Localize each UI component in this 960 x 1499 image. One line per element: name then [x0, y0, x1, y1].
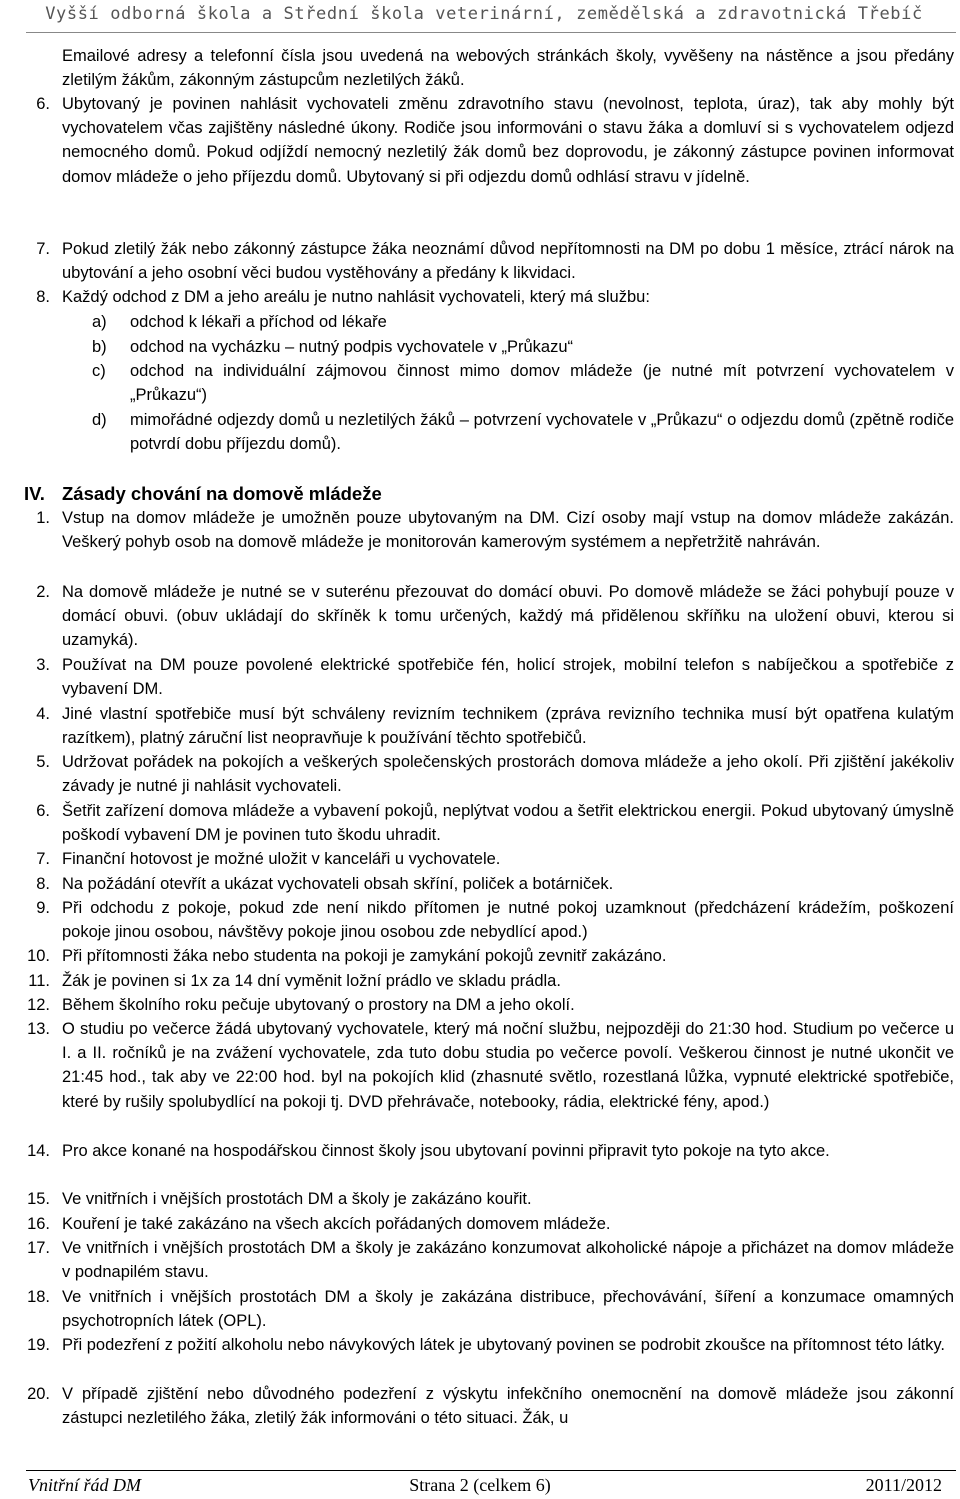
page-header: Vyšší odborná škola a Střední škola veterinární, zemědělská a zdravotnická Třebíč: [45, 4, 923, 24]
list-number: 4.: [36, 705, 50, 723]
list-item: O studiu po večerce žádá ubytovaný vychovatele, který má noční službu, nejpozději do 21:30 hod. Studium po večerce u I. a II. ročníků je na zvážení vychovatele, zda tuto dobu studia po večerce povolí. Veškerou činnost je nutné ukončit ve 21:45 hod., tak aby ve 22:00 hod. byl na pokojích klid (zhasnuté světlo, rozestlaná lůžka, vypnuté elektrické spotřebiče, které by rušily spolubydlící na pokoji tj. DVD přehrávače, notebooky, rádia, elektrické fény, apod.): [62, 1020, 954, 1111]
list-number: 15.: [27, 1190, 50, 1208]
sublist-item: mimořádné odjezdy domů u nezletilých žáků – potvrzení vychovatele v „Průkazu“ o odjezdu domů (zpětně rodiče potvrdí dobu příjezdu domů).: [130, 411, 954, 454]
list-item: Každý odchod z DM a jeho areálu je nutno nahlásit vychovateli, který má službu:: [62, 288, 650, 306]
list-item: Při podezření z požití alkoholu nebo návykových látek je ubytovaný povinen se podrobit zkoušce na přítomnost této látky.: [62, 1336, 945, 1354]
list-number: 13.: [27, 1020, 50, 1038]
list-item: Udržovat pořádek na pokojích a veškerých společenských prostorách domova mládeže a jeho okolí. Při zjištění jakékoliv závady je nutné ji nahlásit vychovateli.: [62, 753, 954, 796]
intro-paragraph: Emailové adresy a telefonní čísla jsou uvedená na webových stránkách školy, vyvěšeny na nástěnce a jsou předány zletilým žákům, zákonným zástupcům nezletilých žáků.: [62, 47, 954, 90]
section-heading: Zásady chování na domově mládeže: [62, 483, 382, 504]
list-item: Ve vnitřních i vnějších prostotách DM a školy je zakázána distribuce, přechovávání, šíření a konzumace omamných psychotropních látek (OPL).: [62, 1288, 954, 1331]
sublist-label: a): [92, 313, 107, 331]
list-number: 16.: [27, 1215, 50, 1233]
list-item: Vstup na domov mládeže je umožněn pouze ubytovaným na DM. Cizí osoby mají vstup na domov mládeže zakázán. Veškerý pohyb osob na domově mládeže je monitorován kamerovým systémem a nepřetržitě nahráván.: [62, 509, 954, 552]
list-number: 3.: [36, 656, 50, 674]
list-number: 14.: [27, 1142, 50, 1160]
list-item: Během školního roku pečuje ubytovaný o prostory na DM a jeho okolí.: [62, 996, 575, 1014]
footer-document-title: Vnitřní řád DM: [28, 1475, 142, 1495]
list-item: Pro akce konané na hospodářskou činnost školy jsou ubytovaní povinni připravit tyto pokoje na tyto akce.: [62, 1142, 830, 1160]
list-number: 2.: [36, 583, 50, 601]
list-number: 7.: [36, 240, 50, 258]
list-number: 20.: [27, 1385, 50, 1403]
list-number: 5.: [36, 753, 50, 771]
list-number: 6.: [36, 802, 50, 820]
sublist-item: odchod k lékaři a příchod od lékaře: [130, 313, 387, 331]
sublist-item: odchod na individuální zájmovou činnost mimo domov mládeže (je nutné mít potvrzení vychovatelem v „Průkazu“): [130, 362, 954, 405]
list-number: 10.: [27, 947, 50, 965]
list-item: Ubytovaný je povinen nahlásit vychovateli změnu zdravotního stavu (nevolnost, teplota, úraz), tak aby mohly být vychovatelem včas zajištěny následné úkony. Rodiče jsou informováni o stavu žáka a domluví si s vychovatelem odjezd nemocného domů. Pokud odjíždí nemocný nezletilý žák domů bez doprovodu, je zákonný zástupce povinen informovat domov mládeže o jeho příjezdu domů. Ubytovaný si při odjezdu domů odhlásí stravu v jídelně.: [62, 95, 954, 186]
list-item: Na požádání otevřít a ukázat vychovateli obsah skříní, poliček a botárniček.: [62, 875, 614, 893]
footer-school-year: 2011/2012: [865, 1475, 942, 1495]
list-item: Pokud zletilý žák nebo zákonný zástupce žáka neoznámí důvod nepřítomnosti na DM po dobu 1 měsíce, ztrácí nárok na ubytování a jeho osobní věci budou vystěhovány a předány k likvidaci.: [62, 240, 954, 283]
list-number: 6.: [36, 95, 50, 113]
sublist-label: d): [92, 411, 107, 429]
list-item: Finanční hotovost je možné uložit v kanceláři u vychovatele.: [62, 850, 501, 868]
section-number: IV.: [24, 483, 45, 504]
footer-divider: [26, 1470, 956, 1471]
list-number: 8.: [36, 875, 50, 893]
sublist-label: c): [92, 362, 106, 380]
list-number: 11.: [28, 972, 50, 990]
list-item: Ve vnitřních i vnějších prostotách DM a školy je zakázáno konzumovat alkoholické nápoje a přicházet na domov mládeže v podnapilém stavu.: [62, 1239, 954, 1282]
list-number: 8.: [36, 288, 50, 306]
sublist-label: b): [92, 338, 107, 356]
list-item: Při přítomnosti žáka nebo studenta na pokoji je zamykání pokojů zevnitř zakázáno.: [62, 947, 667, 965]
list-item: Na domově mládeže je nutné se v suterénu přezouvat do domácí obuvi. Po domově mládeže se žáci pohybují pouze v domácí obuvi. (obuv ukládají do skříněk k tomu určených, každý má přidělenou skříňku na uložení obuvi, kterou si uzamyká).: [62, 583, 954, 650]
list-item: Žák je povinen si 1x za 14 dní vyměnit ložní prádlo ve skladu prádla.: [62, 972, 561, 990]
list-item: Používat na DM pouze povolené elektrické spotřebiče fén, holicí strojek, mobilní telefon s nabíječkou a spotřebiče z vybavení DM.: [62, 656, 954, 699]
list-item: V případě zjištění nebo důvodného podezření z výskytu infekčního onemocnění na domově mládeže jsou zákonní zástupci nezletilého žáka, zletilý žák informováni o této situaci. Žák, u: [62, 1385, 954, 1428]
list-number: 7.: [36, 850, 50, 868]
sublist-item: odchod na vycházku – nutný podpis vychovatele v „Průkazu“: [130, 338, 574, 356]
list-number: 12.: [27, 996, 50, 1014]
list-item: Jiné vlastní spotřebiče musí být schváleny revizním technikem (zpráva revizního technika musí být opatřena kulatým razítkem), platný záruční list neopravňuje k používání těchto spotřebičů.: [62, 705, 954, 748]
header-divider: [26, 32, 956, 33]
list-number: 17.: [27, 1239, 50, 1257]
list-number: 9.: [36, 899, 50, 917]
list-number: 19.: [27, 1336, 50, 1354]
list-item: Ve vnitřních i vnějších prostotách DM a školy je zakázáno kouřit.: [62, 1190, 532, 1208]
list-item: Šetřit zařízení domova mládeže a vybavení pokojů, neplýtvat vodou a šetřit elektrickou energii. Pokud ubytovaný úmyslně poškodí vybavení DM je povinen tuto škodu uhradit.: [62, 802, 954, 845]
list-item: Kouření je také zakázáno na všech akcích pořádaných domovem mládeže.: [62, 1215, 611, 1233]
list-number: 18.: [27, 1288, 50, 1306]
list-number: 1.: [36, 509, 50, 527]
footer-page-number: Strana 2 (celkem 6): [409, 1475, 551, 1495]
list-item: Při odchodu z pokoje, pokud zde není nikdo přítomen je nutné pokoj uzamknout (předcházení krádežím, poškození pokoje jinou osobou, návštěvy pokoje jinou osobou zde nebydlící apod.): [62, 899, 954, 942]
